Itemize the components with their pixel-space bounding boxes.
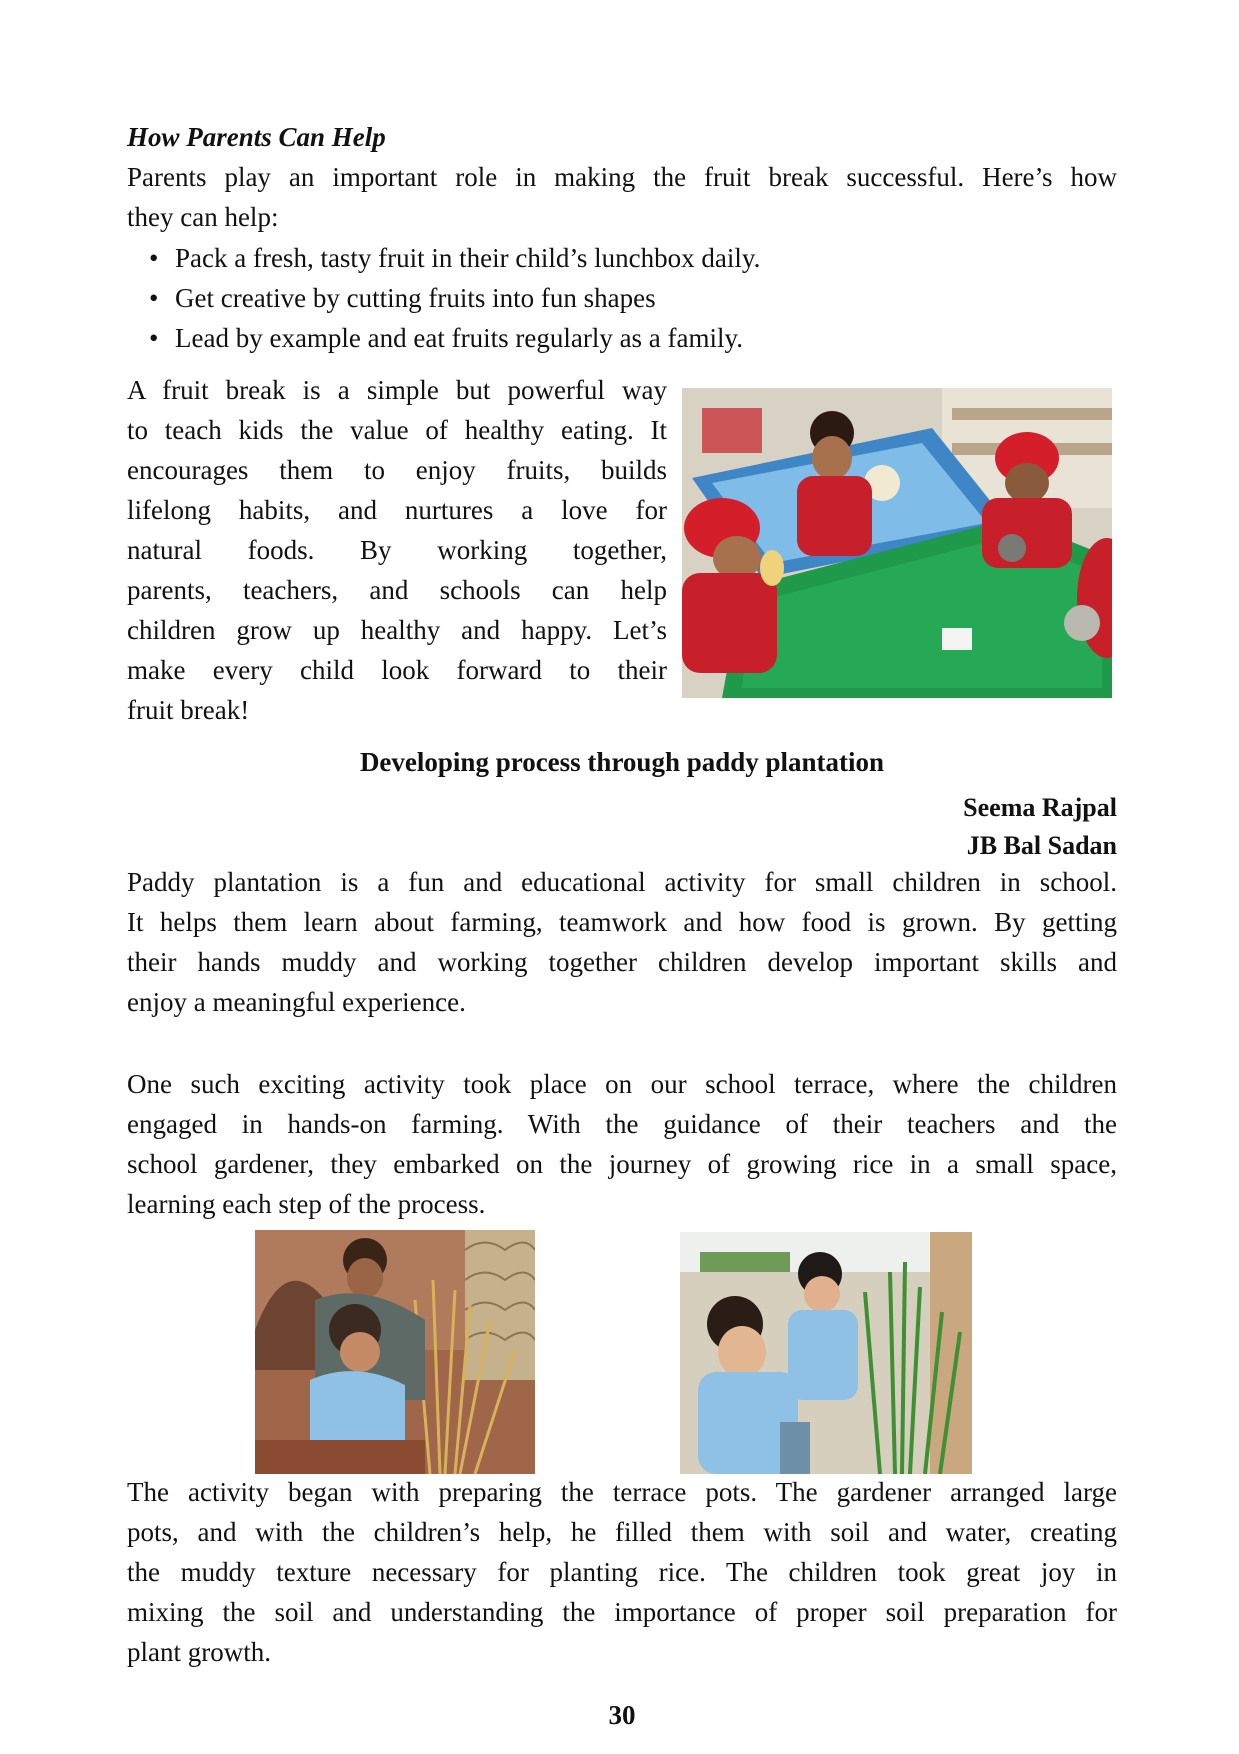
section-heading: How Parents Can Help [127,122,386,152]
intro-line-2: they can help: [127,202,279,232]
paddy-children-photo [680,1232,972,1474]
paragraph-line: the muddy texture necessary for planting rice. The children took great joy in [127,1557,1117,1587]
paragraph-line: pots, and with the children’s help, he filled them with soil and water, creating [127,1517,1117,1547]
bullet-text: Pack a fresh, tasty fruit in their child’s lunchbox daily. [175,243,761,273]
article-title: Developing process through paddy plantation [359,747,885,777]
paragraph-line: It helps them learn about farming, teamwork and how food is grown. By getting [127,907,1117,937]
paragraph-line: learning each step of the process. [127,1189,486,1219]
paragraph-line: make every child look forward to their [127,655,667,685]
paragraph-line: Paddy plantation is a fun and educational activity for small children in school. [127,867,1117,897]
bullet-marker: • [149,283,159,313]
paragraph-line: mixing the soil and understanding the importance of proper soil preparation for [127,1597,1117,1627]
intro-line-1: Parents play an important role in making the fruit break successful. Here’s how [127,162,1117,192]
paragraph-line: children grow up healthy and happy. Let’s [127,615,667,645]
author-school: JB Bal Sadan [966,831,1117,860]
bullet-text: Get creative by cutting fruits into fun shapes [175,283,656,313]
paragraph-line: A fruit break is a simple but powerful way [127,375,667,405]
paragraph-line: natural foods. By working together, [127,535,667,565]
paragraph-line: The activity began with preparing the terrace pots. The gardener arranged large [127,1477,1117,1507]
paragraph-line: their hands muddy and working together children develop important skills and [127,947,1117,977]
paragraph-line: plant growth. [127,1637,271,1667]
paragraph-line: engaged in hands-on farming. With the guidance of their teachers and the [127,1109,1117,1139]
bullet-text: Lead by example and eat fruits regularly as a family. [175,323,744,353]
paragraph-line: encourages them to enjoy fruits, builds [127,455,667,485]
fruit-break-photo [682,388,1112,698]
paragraph-line: to teach kids the value of healthy eating. It [127,415,667,445]
paragraph-line: parents, teachers, and schools can help [127,575,667,605]
paragraph-line: enjoy a meaningful experience. [127,987,466,1017]
paragraph-line: lifelong habits, and nurtures a love for [127,495,667,525]
bullet-marker: • [149,243,159,273]
paragraph-line: school gardener, they embarked on the journey of growing rice in a small space, [127,1149,1117,1179]
paddy-gardener-photo [255,1230,535,1474]
paragraph-line: One such exciting activity took place on our school terrace, where the children [127,1069,1117,1099]
bullet-marker: • [149,323,159,353]
page-number: 30 [608,1700,636,1730]
author-name: Seema Rajpal [963,793,1117,822]
paragraph-line: fruit break! [127,695,250,725]
